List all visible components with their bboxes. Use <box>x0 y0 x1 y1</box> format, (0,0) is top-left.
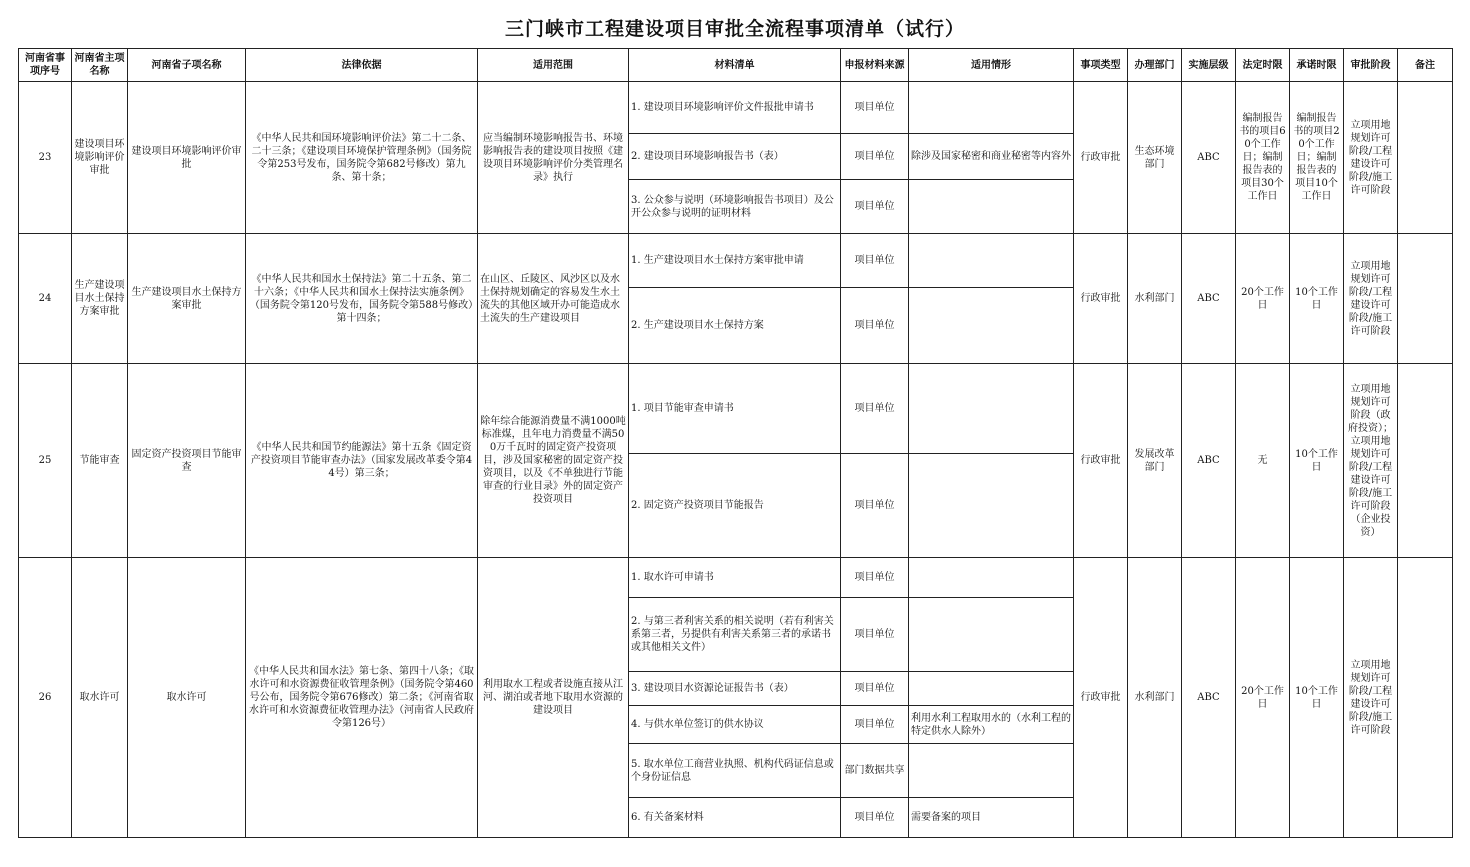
material-source: 项目单位 <box>841 82 909 134</box>
applicable-case <box>909 234 1074 288</box>
note <box>1398 82 1453 234</box>
header-department: 办理部门 <box>1128 49 1182 82</box>
scope: 应当编制环境影响报告书、环境影响报告表的建设项目按照《建设项目环境影响评价分类管理名录》执行 <box>478 82 629 234</box>
level: ABC <box>1182 364 1236 558</box>
legal-limit: 无 <box>1236 364 1290 558</box>
sub-item-name: 取水许可 <box>128 558 246 838</box>
applicable-case: 利用水利工程取用水的（水利工程的特定供水人除外） <box>909 706 1074 744</box>
material-source: 项目单位 <box>841 180 909 234</box>
applicable-case: 需要备案的项目 <box>909 798 1074 838</box>
header-item-no: 河南省事项序号 <box>19 49 72 82</box>
applicable-case <box>909 82 1074 134</box>
material-source: 项目单位 <box>841 288 909 364</box>
header-note: 备注 <box>1398 49 1453 82</box>
table-row <box>19 234 1453 288</box>
material-name: 3. 公众参与说明（环境影响报告书项目）及公开公众参与说明的证明材料 <box>629 180 841 234</box>
page-title: 三门峡市工程建设项目审批全流程事项清单（试行） <box>504 18 965 40</box>
material-source: 项目单位 <box>841 672 909 706</box>
material-name: 1. 生产建设项目水土保持方案审批申请 <box>629 234 841 288</box>
legal-basis: 《中华人民共和国水土保持法》第二十五条、第二十六条；《中华人民共和国水土保持法实施条例》（国务院令第120号发布，国务院令第588号修改）第十四条； <box>246 234 478 364</box>
material-source: 项目单位 <box>841 598 909 672</box>
level: ABC <box>1182 234 1236 364</box>
header-materials: 材料清单 <box>629 49 841 82</box>
table-row <box>19 558 1453 598</box>
header-applicable-case: 适用情形 <box>909 49 1074 82</box>
department: 生态环境部门 <box>1128 82 1182 234</box>
material-name: 4. 与供水单位签订的供水协议 <box>629 706 841 744</box>
material-name: 5. 取水单位工商营业执照、机构代码证信息或个身份证信息 <box>629 744 841 798</box>
level: ABC <box>1182 82 1236 234</box>
applicable-case <box>909 744 1074 798</box>
table-row <box>19 82 1453 134</box>
applicable-case <box>909 364 1074 454</box>
header-material-source: 申报材料来源 <box>841 49 909 82</box>
header-level: 实施层级 <box>1182 49 1236 82</box>
material-name: 2. 固定资产投资项目节能报告 <box>629 454 841 558</box>
scope: 在山区、丘陵区、风沙区以及水土保持规划确定的容易发生水土流失的其他区域开办可能造成水土流失的生产建设项目 <box>478 234 629 364</box>
sub-item-name: 生产建设项目水土保持方案审批 <box>128 234 246 364</box>
item-type: 行政审批 <box>1074 364 1128 558</box>
item-no: 24 <box>19 234 72 364</box>
applicable-case <box>909 598 1074 672</box>
promise-limit: 编制报告书的项目20个工作日；编制报告表的项目10个工作日 <box>1290 82 1344 234</box>
note <box>1398 364 1453 558</box>
legal-limit: 20个工作日 <box>1236 234 1290 364</box>
main-item-name: 节能审查 <box>72 364 128 558</box>
department: 发展改革部门 <box>1128 364 1182 558</box>
table-row <box>19 364 1453 454</box>
item-type: 行政审批 <box>1074 82 1128 234</box>
legal-limit: 编制报告书的项目60个工作日；编制报告表的项目30个工作日 <box>1236 82 1290 234</box>
stage: 立项用地规划许可阶段/工程建设许可阶段/施工许可阶段 <box>1344 558 1398 838</box>
header-item-type: 事项类型 <box>1074 49 1128 82</box>
applicable-case <box>909 180 1074 234</box>
header-main-item: 河南省主项名称 <box>72 49 128 82</box>
promise-limit: 10个工作日 <box>1290 558 1344 838</box>
header-legal-basis: 法律依据 <box>246 49 478 82</box>
item-type: 行政审批 <box>1074 558 1128 838</box>
item-no: 25 <box>19 364 72 558</box>
item-no: 23 <box>19 82 72 234</box>
header-sub-item: 河南省子项名称 <box>128 49 246 82</box>
applicable-case <box>909 288 1074 364</box>
item-no: 26 <box>19 558 72 838</box>
material-source: 项目单位 <box>841 364 909 454</box>
promise-limit: 10个工作日 <box>1290 364 1344 558</box>
sub-item-name: 固定资产投资项目节能审查 <box>128 364 246 558</box>
material-source: 项目单位 <box>841 558 909 598</box>
main-item-name: 生产建设项目水土保持方案审批 <box>72 234 128 364</box>
promise-limit: 10个工作日 <box>1290 234 1344 364</box>
main-item-name: 建设项目环境影响评价审批 <box>72 82 128 234</box>
scope: 利用取水工程或者设施直接从江河、湖泊或者地下取用水资源的建设项目 <box>478 558 629 838</box>
material-source: 项目单位 <box>841 134 909 180</box>
legal-basis: 《中华人民共和国环境影响评价法》第二十二条、二十三条；《建设项目环境保护管理条例》（国务院令第253号发布，国务院令第682号修改）第九条、第十条； <box>246 82 478 234</box>
stage: 立项用地规划许可阶段（政府投资）；立项用地规划许可阶段/工程建设许可阶段/施工许可阶段（企业投资） <box>1344 364 1398 558</box>
material-name: 2. 与第三者利害关系的相关说明（若有利害关系第三者，另提供有利害关系第三者的承诺书或其他相关文件） <box>629 598 841 672</box>
material-source: 项目单位 <box>841 706 909 744</box>
material-name: 3. 建设项目水资源论证报告书（表） <box>629 672 841 706</box>
note <box>1398 234 1453 364</box>
department: 水利部门 <box>1128 234 1182 364</box>
material-source: 部门数据共享 <box>841 744 909 798</box>
legal-limit: 20个工作日 <box>1236 558 1290 838</box>
scope: 除年综合能源消费量不满1000吨标准煤，且年电力消费量不满500万千瓦时的固定资产投资项目，涉及国家秘密的固定资产投资项目，以及《不单独进行节能审查的行业目录》外的固定资产投资项目 <box>478 364 629 558</box>
legal-basis: 《中华人民共和国水法》第七条、第四十八条；《取水许可和水资源费征收管理条例》（国务院令第460号公布，国务院令第676修改）第二条；《河南省取水许可和水资源费征收管理办法》（河南省人民政府令第126号） <box>246 558 478 838</box>
header-legal-limit: 法定时限 <box>1236 49 1290 82</box>
material-name: 6. 有关备案材料 <box>629 798 841 838</box>
header-row <box>19 49 1453 82</box>
applicable-case: 除涉及国家秘密和商业秘密等内容外 <box>909 134 1074 180</box>
department: 水利部门 <box>1128 558 1182 838</box>
material-source: 项目单位 <box>841 234 909 288</box>
note <box>1398 558 1453 838</box>
approval-items-table <box>18 48 1453 838</box>
stage: 立项用地规划许可阶段/工程建设许可阶段/施工许可阶段 <box>1344 234 1398 364</box>
stage: 立项用地规划许可阶段/工程建设许可阶段/施工许可阶段 <box>1344 82 1398 234</box>
applicable-case <box>909 558 1074 598</box>
applicable-case <box>909 454 1074 558</box>
material-name: 2. 建设项目环境影响报告书（表） <box>629 134 841 180</box>
sub-item-name: 建设项目环境影响评价审批 <box>128 82 246 234</box>
main-item-name: 取水许可 <box>72 558 128 838</box>
material-name: 1. 取水许可申请书 <box>629 558 841 598</box>
header-scope: 适用范围 <box>478 49 629 82</box>
header-promise-limit: 承诺时限 <box>1290 49 1344 82</box>
material-name: 1. 项目节能审查申请书 <box>629 364 841 454</box>
legal-basis: 《中华人民共和国节约能源法》第十五条《固定资产投资项目节能审查办法》（国家发展改革委令第44号）第三条； <box>246 364 478 558</box>
level: ABC <box>1182 558 1236 838</box>
applicable-case <box>909 672 1074 706</box>
material-source: 项目单位 <box>841 454 909 558</box>
item-type: 行政审批 <box>1074 234 1128 364</box>
header-stage: 审批阶段 <box>1344 49 1398 82</box>
material-name: 2. 生产建设项目水土保持方案 <box>629 288 841 364</box>
material-name: 1. 建设项目环境影响评价文件报批申请书 <box>629 82 841 134</box>
material-source: 项目单位 <box>841 798 909 838</box>
